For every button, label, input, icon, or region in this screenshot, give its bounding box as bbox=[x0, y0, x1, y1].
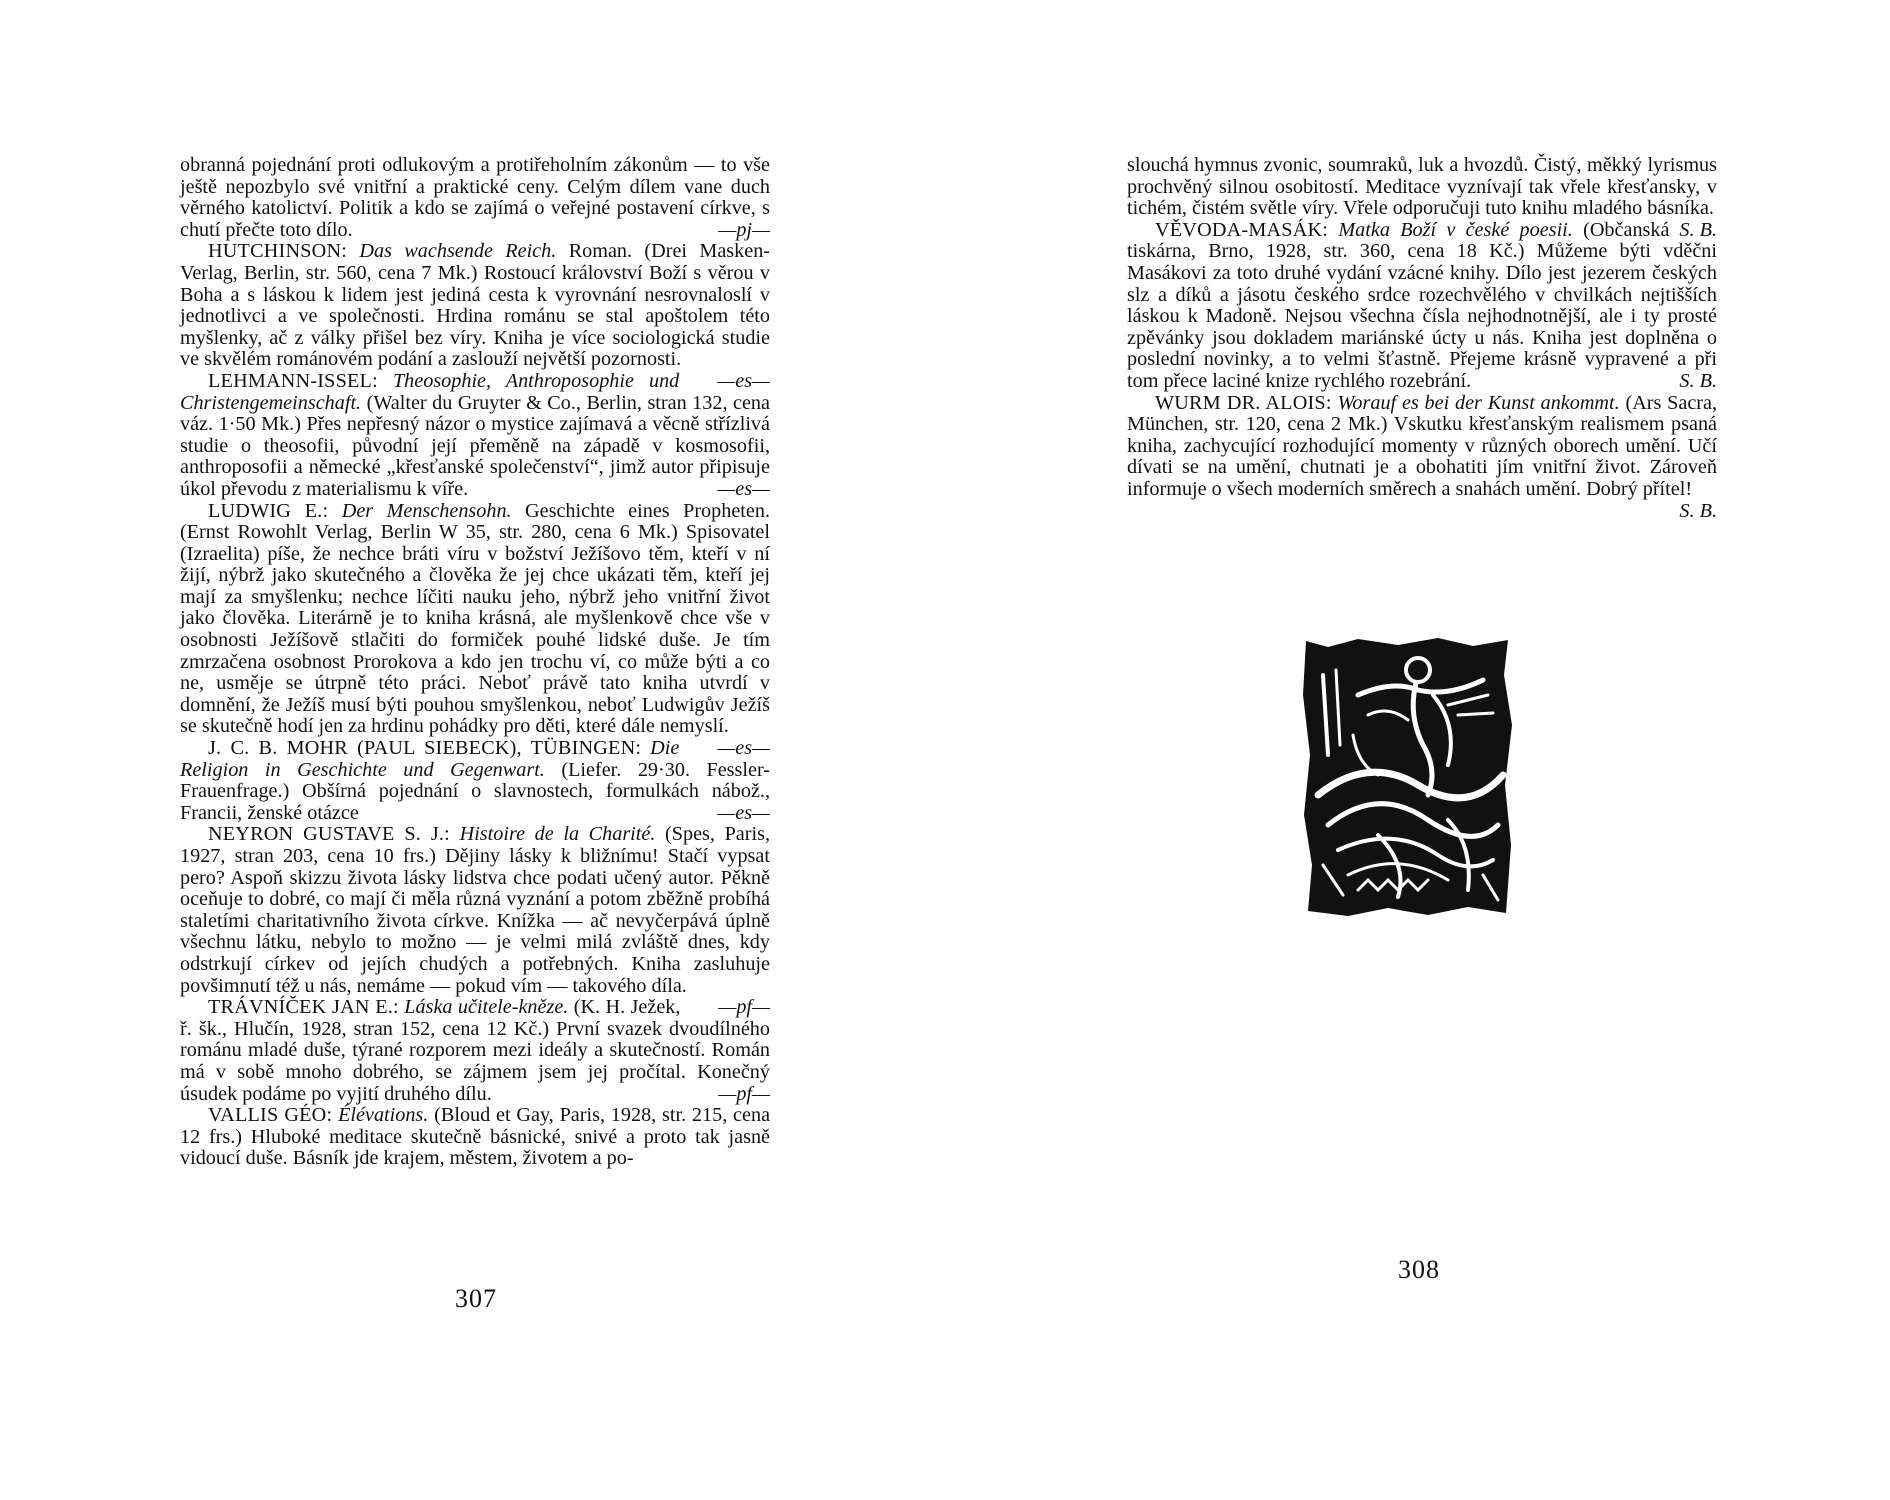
review-author: LEHMANN-ISSEL: bbox=[208, 369, 378, 392]
reviewer-signature: S. B. bbox=[1679, 218, 1717, 241]
review-work-title: Die Religion in Geschichte und Gegenwart. bbox=[180, 737, 680, 781]
review-text: (Spes, Paris, 1927, stran 203, cena 10 frs.) Dějiny lásky k bližnímu! Stačí vypsat pero? Aspoň skizzu života lásky lidstva chce podati učený autor. Pěkně oceňuje to dobré, co mají či měla různá vyznání a potom zběžně probíhá staletími charitativního života církve. Knížka — ač nevyčerpává úplně všechnu látku, nebylo to možno — je velmi milá zvláště dnes, kdy odstrkují církev od jejích chudých a potřebných. Kniha zasluhuje povšimnutí též u nás, nemáme — pokud vím — takového díla. bbox=[180, 823, 771, 997]
review-text: (Liefer. 29·30. Fessler-Frauenfrage.) Obšírná pojednání o slavnostech, formulkách nábož., Francii, ženské otázce bbox=[180, 758, 771, 824]
review-work-title: Láska učitele-kněze. bbox=[404, 996, 569, 1019]
review-text: (K. H. Ježek, ř. šk., Hlučín, 1928, stran 152, cena 12 Kč.) První svazek dvoudílného románu mladé duše, týrané rozporem mezi ideály a skutečností. Román má v sobě mnoho dobrého, se zájmem jsem jej pročítal. Konečný úsudek podáme po vyjití druhého dílu. bbox=[180, 996, 770, 1105]
page-number-left: 307 bbox=[455, 1284, 497, 1313]
review-text: (Bloud et Gay, Paris, 1928, str. 215, cena 12 frs.) Hluboké meditace skutečně básnické, snivé a proto tak jasně vidoucí duše. Básník jde krajem, městem, životem a po- bbox=[180, 1104, 771, 1170]
reviewer-signature: —pf— bbox=[718, 996, 770, 1019]
right-text-column bbox=[1127, 155, 1717, 522]
reviewer-signature: S. B. bbox=[1679, 499, 1717, 522]
review-text: obranná pojednání proti odlukovým a protiřeholním zákonům — to vše ještě nepozbylo své vnitřní a praktické ceny. Celým dílem vane duch věrného katolictví. Politik a kdo se zajímá o veřejné postavení církve, s chutí přečte toto dílo. bbox=[180, 154, 770, 241]
review-entry bbox=[1127, 220, 1717, 393]
review-author: WURM DR. ALOIS: bbox=[1155, 391, 1332, 414]
review-author: TRÁVNÍČEK JAN E.: bbox=[208, 996, 399, 1019]
reviewer-signature: —es— bbox=[717, 477, 770, 500]
review-work-title: Der Menschensohn. bbox=[341, 499, 512, 522]
review-work-title: Das wachsende Reich. bbox=[359, 240, 557, 263]
review-text: Geschichte eines Propheten. (Ernst Rowohlt Verlag, Berlin W 35, str. 280, cena 6 Mk.) Spisovatel (Izraelita) píše, že nechce bráti víru v božství Ježíšovo těm, kteří v ní žijí, nýbrž jako skutečného a člověka že jej chce ukázati těm, kteří jej mají za smyšlenku; nechce líčiti nauku jeho, nýbrž jeho vnitřní život jako člověka. Literárně je to kniha krásná, ale myšlenkově chce vše v osobnosti Ježíšově stlačiti do formiček pouhé lidské duše. Je tím zmrzačena osobnost Prorokova a kdo jen trochu ví, co může býti a co ne, usměje se útrpně této práci. Neboť právě tato kniha utvrdí v domnění, že Ježíš musí býti pouhou smyšlenkou, neboť Ludwigův Ježíš se skutečně hodí jen za hrdinu pohádky pro děti, které dále nemyslí. bbox=[180, 499, 770, 738]
reviewer-signature: —pf— bbox=[718, 1082, 770, 1105]
review-author: LUDWIG E.: bbox=[208, 499, 329, 522]
review-author: NEYRON GUSTAVE S. J.: bbox=[208, 823, 450, 846]
review-work-title: Élévations. bbox=[338, 1104, 429, 1127]
review-text: (Ars Sacra, München, str. 120, cena 2 Mk.) Vskutku křesťanským realismem psaná kniha, zachycující rozhodující momenty v různých oborech umění. Učí dívati se na umění, chutnati je a obohatiti jím vnitřní život. Zároveň informuje o všech moderních směrech a snahách umění. Dobrý přítel! bbox=[1127, 391, 1718, 500]
review-text: Roman. (Drei Masken-Verlag, Berlin, str. 560, cena 7 Mk.) Rostoucí království Boží s věrou v Boha a s láskou k lidem jest jediná cesta k vyrovnání nesrovnaloslí v jednotlivci a ve společnosti. Hrdina románu se stal apoštolem této myšlenky, ač z války přišel bez víry. Kniha je více sociologická studie ve skvělém románovém podání a zaslouží největší pozornosti. bbox=[180, 240, 771, 371]
reviewer-signature: —es— bbox=[717, 369, 770, 392]
review-text: (Občanská tiskárna, Brno, 1928, str. 360, cena 18 Kč.) Můžeme býti vděčni Masákovi za toto druhé vydání vzácné knihy. Dílo jest jezerem českých slz a díků a jásotu českého srdce rozechvělého v chvilkách nejtišších láskou k Madoně. Nejsou všechna čísla nejhodnotnější, ale i ty prosté zpěvánky jsou dokladem mariánské úcty u nás. Kniha jest doplněna o poslední novinky, a to velmi šťastně. Přejeme krásně vypravené a při tom přece laciné knize rychlého rozebrání. bbox=[1127, 218, 1717, 392]
review-text: slouchá hymnus zvonic, soumraků, luk a hvozdů. Čistý, měkký lyrismus prochvěný silnou osobitostí. Meditace vyznívají tak vřele křesťansky, v tichém, čistém světle víry. Vřele odporučuji tuto knihu mladého básníka. bbox=[1127, 154, 1717, 220]
review-text: (Walter du Gruyter & Co., Berlin, stran 132, cena váz. 1·50 Mk.) Přes nepřesný názor o mystice zajímavá a věcně střízlivá studie o theosofii, původní její přeměně na západě v kosmosofii, anthroposofii a německé „křesťanské společenství“, jimž autor připisuje úkol převodu z materialismu k víře. bbox=[180, 391, 770, 500]
review-work-title: Theosophie, Anthroposophie und Christengemeinschaft. bbox=[180, 369, 680, 414]
right-page bbox=[945, 0, 1890, 1500]
page-number-right: 308 bbox=[1398, 1255, 1440, 1284]
reviewer-signature: S. B. bbox=[1679, 369, 1717, 392]
review-author: HUTCHINSON: bbox=[208, 240, 348, 263]
reviewer-signature: —pj— bbox=[718, 218, 770, 241]
review-entry bbox=[180, 1105, 770, 1170]
left-text-column bbox=[180, 155, 770, 1170]
review-work-title: Worauf es bei der Kunst ankommt. bbox=[1337, 391, 1620, 414]
review-work-title: Histoire de la Charité. bbox=[459, 823, 656, 846]
review-work-title: Matka Boží v české poesii. bbox=[1338, 218, 1573, 241]
review-author: VĚVODA-MASÁK: bbox=[1155, 218, 1329, 241]
woodcut-illustration bbox=[1298, 635, 1516, 920]
review-author: VALLIS GÉO: bbox=[208, 1104, 333, 1127]
reviewer-signature: —es— bbox=[717, 737, 770, 760]
reviewer-signature: —es— bbox=[717, 801, 770, 824]
review-author: J. C. B. MOHR (PAUL SIEBECK), TÜBINGEN: bbox=[208, 737, 642, 760]
review-entry bbox=[1127, 391, 1718, 522]
review-entry bbox=[180, 155, 770, 241]
